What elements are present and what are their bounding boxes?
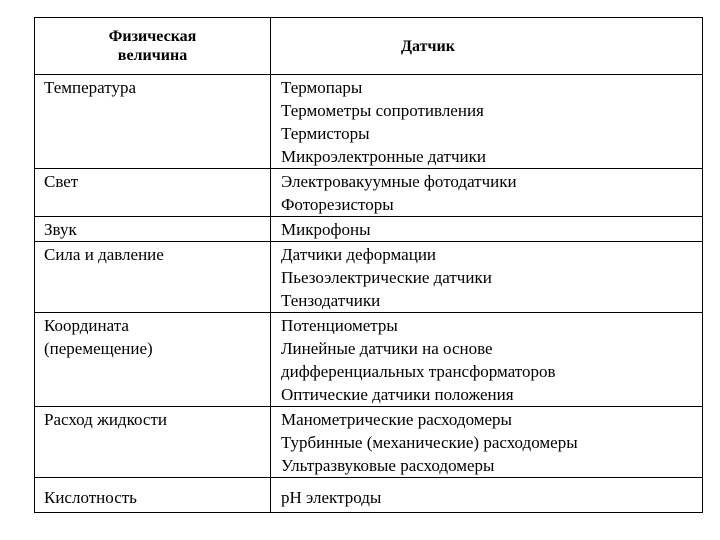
sensor-item: Ультразвуковые расходомеры [281, 456, 495, 475]
table-row [35, 478, 703, 513]
sensor-item: Термопары [281, 78, 363, 97]
sensor-item: Электровакуумные фотодатчики [281, 172, 517, 191]
table-row [35, 407, 703, 478]
sensor-item: Термометры сопротивления [281, 101, 484, 120]
sensor-table [34, 17, 703, 513]
sensor-item: Фоторезисторы [281, 195, 394, 214]
physical-quantity-cell [35, 75, 271, 169]
sensor-item: Оптические датчики положения [281, 385, 514, 404]
header-physical-quantity: Физическая величина [35, 18, 271, 75]
table-row [35, 169, 703, 217]
physical-quantity-cell [35, 478, 271, 513]
physical-quantity-label: Свет [44, 172, 79, 191]
sensor-item: Тензодатчики [281, 291, 381, 310]
physical-quantity-label: Температура [44, 78, 137, 97]
physical-quantity-label: Расход жидкости [44, 410, 167, 429]
sensor-item: Потенциометры [281, 316, 398, 335]
sensor-list-cell [271, 242, 703, 313]
sensor-item: Датчики деформации [281, 245, 437, 264]
sensor-item: Микрофоны [281, 220, 371, 239]
table-row [35, 313, 703, 407]
sensor-item: Турбинные (механические) расходомеры [281, 433, 578, 452]
physical-quantity-cell [35, 217, 271, 242]
header-sensor: Датчик [271, 18, 703, 75]
sensor-list-cell [271, 169, 703, 217]
sensor-list-cell [271, 407, 703, 478]
table-row [35, 242, 703, 313]
sensor-item: Линейные датчики на основе [281, 339, 493, 358]
sensor-item: Микроэлектронные датчики [281, 147, 486, 166]
physical-quantity-label: Сила и давление [44, 245, 164, 264]
table-row [35, 217, 703, 242]
sensor-list-cell [271, 478, 703, 513]
physical-quantity-cell [35, 407, 271, 478]
table-row [35, 75, 703, 169]
sensor-item: Пьезоэлектрические датчики [281, 268, 492, 287]
sensor-item: Манометрические расходомеры [281, 410, 512, 429]
physical-quantity-label: Кислотность [44, 488, 137, 507]
physical-quantity-cell [35, 313, 271, 407]
table-header-row [35, 18, 703, 75]
physical-quantity-label: Звук [44, 220, 77, 239]
physical-quantity-cell [35, 169, 271, 217]
sensor-item: дифференциальных трансформаторов [281, 362, 556, 381]
sensor-list-cell [271, 217, 703, 242]
sensor-item: Термисторы [281, 124, 370, 143]
sensor-item: pH электроды [281, 488, 382, 507]
sensor-list-cell [271, 313, 703, 407]
physical-quantity-label: Координата (перемещение) [44, 316, 153, 358]
sensor-list-cell [271, 75, 703, 169]
physical-quantity-cell [35, 242, 271, 313]
